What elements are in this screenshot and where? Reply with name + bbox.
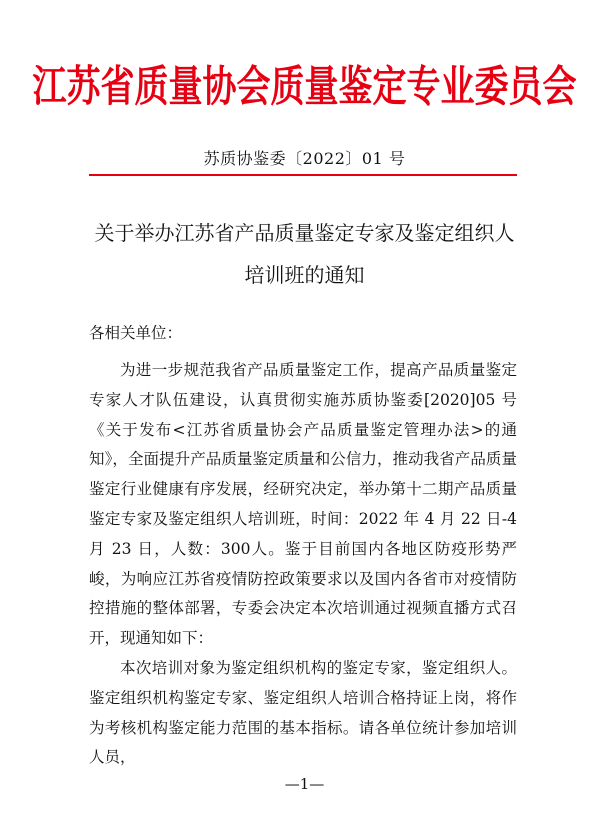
notice-title-line-1: 关于举办江苏省产品质量鉴定专家及鉴定组织人 bbox=[94, 221, 515, 245]
body-paragraph-2: 本次培训对象为鉴定组织机构的鉴定专家，鉴定组织人。鉴定组织机构鉴定专家、鉴定组织人培训合格持证上岗，将作为考核机构鉴定能力范围的基本指标。请各单位统计参加培训人员， bbox=[89, 658, 517, 767]
document-number: 苏质协鉴委〔2022〕01 号 bbox=[203, 149, 406, 168]
salutation: 各相关单位： bbox=[89, 324, 183, 342]
red-divider-line bbox=[89, 174, 517, 176]
notice-title-line-2: 培训班的通知 bbox=[244, 263, 365, 287]
page-number: —1— bbox=[284, 775, 325, 793]
organization-header: 江苏省质量协会质量鉴定专业委员会 bbox=[32, 62, 577, 112]
notice-body bbox=[89, 356, 517, 773]
body-paragraph-1: 为进一步规范我省产品质量鉴定工作，提高产品质量鉴定专家人才队伍建设，认真贯彻实施苏质协鉴委[2020]05 号《关于发布<江苏省质量协会产品质量鉴定管理办法>的通知》，全面提升产品质量鉴定质量和公信力，推动我省产品质量鉴定行业健康有序发展，经研究决定，举办第十二期产品质量鉴定专家及鉴定组织人培训班，时间：2022 年 4 月 22 日-4 月 23 日，人数：300人。鉴于目前国内各地区防疫形势严峻，为响应江苏省疫情防控政策要求以及国内各省市对疫情防控措施的整体部署，专委会决定本次培训通过视频直播方式召开，现通知如下： bbox=[89, 361, 517, 648]
